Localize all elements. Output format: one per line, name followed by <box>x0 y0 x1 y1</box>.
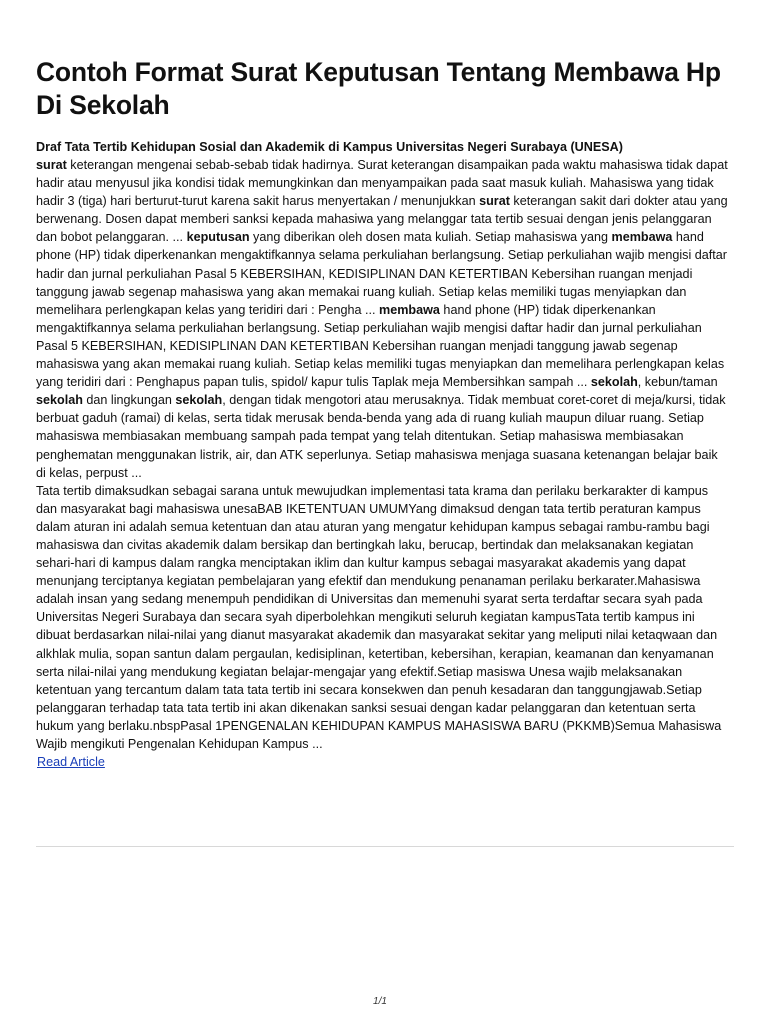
read-article-link[interactable]: Read Article <box>37 755 105 770</box>
highlighted-keyword: keputusan <box>186 230 250 245</box>
excerpt-text: hand phone (HP) tidak diperkenankan mengaktifkannya selama perkuliahan berlangsung. Setiap perkuliahan wajib mengisi daftar hadir dan jurnal perkuliahan Pasal 5 KEBERSIHAN, KEDISIPLINAN DAN KETERTIBAN Kebersihan ruangan menjadi tanggung jawab segenap mahasiswa yang akan memakai ruang kuliah. Setiap kelas memiliki tugas menyiapkan dan memelihara perlengkapan kelas yang teridiri dari : Penghapus papan tulis, spidol/ kapur tulis Taplak meja Membersihkan sampah ... <box>36 302 725 390</box>
highlighted-keyword: membawa <box>379 302 440 317</box>
divider <box>36 846 734 847</box>
excerpt-text: yang diberikan oleh dosen mata kuliah. Setiap mahasiswa yang <box>249 230 612 245</box>
highlighted-keyword: membawa <box>611 230 673 245</box>
article-body: Tata tertib dimaksudkan sebagai sarana untuk mewujudkan implementasi tata krama dan perilaku berkarakter di kampus dan masyarakat bagi mahasiswa unesaBAB IKETENTUAN UMUMYang dimaksud dengan tata tertib peraturan kampus dalam aturan ini adalah semua ketentuan dan atau aturan yang mengatur kehidupan kampus sebagai rambu-rambu bagi mahasiswa dan civitas akademik dalam bersikap dan bertingkah laku, berucap, bertindak dan melaksanakan kegiatan sehari-hari di kampus dalam rangka menciptakan iklim dan kultur kampus sebagai masyarakat akademis yang dapat menunjang terciptanya kegiatan pembelajaran yang efektif dan mendukung penanaman perilaku berkarater.Mahasiswa adalah insan yang sedang menempuh pendidikan di Universitas dan memenuhi syarat serta terdaftar secara syah pada Universitas Negeri Surabaya dan secara syah diperbolehkan mengikuti seluruh kegiatan kampusTata tertib kampus ini dibuat berdasarkan nilai-nilai yang dianut masyarakat akademik dan masyarakat sekitar yang meliputi nilai ketaqwaan dan alkhlak mulia, sopan santun dalam pergaulan, kedisiplinan, ketertiban, kebersihan, kerapian, keamanan dan kenyamanan serta nilai-nilai yang mendukung kegiatan belajar-mengajar yang efektif.Setiap masiswa Unesa wajib melaksanakan ketentuan yang tercantum dalam tata tata tertib ini secara konsekwen dan penuh kesadaran dan tanggungjawab.Setiap pelanggaran terhadap tata tata tertib ini akan dikenakan sanksi sesuai dengan kadar pelanggaran dan ketentuan serta hukum yang berlaku.nbspPasal 1PENGENALAN KEHIDUPAN KAMPUS MAHASISWA BARU (PKKMB)Semua Mahasiswa Wajib mengikuti Pengenalan Kehidupan Kampus ... <box>36 483 722 751</box>
highlighted-keyword: sekolah <box>590 375 638 390</box>
article-subheading: Draf Tata Tertib Kehidupan Sosial dan Akademik di Kampus Universitas Negeri Surabaya (UNESA) <box>36 140 623 154</box>
page-title: Contoh Format Surat Keputusan Tentang Membawa Hp Di Sekolah <box>36 57 721 120</box>
highlighted-keyword: sekolah <box>175 393 223 408</box>
excerpt-text: keterangan mengenai sebab-sebab tidak hadirnya. Surat keterangan disampaikan pada waktu mahasiswa tidak dapat hadir atau menyusul jika kondisi tidak memungkinkan dan menyampaikan pada saat masuk kuliah. Mahasiswa yang tidak hadir 3 (tiga) hari berturut-turut karena sakit harus menyertakan / menunjukkan <box>36 158 728 209</box>
highlighted-keyword: surat <box>479 194 510 209</box>
excerpt-text: keterangan sakit dari dokter atau yang berwenang. Dosen dapat memberi sanksi kepada mahasiwa yang melanggar tata tertib sesuai dengan jenis pelanggaran dan bobot pelanggaran. ... <box>36 194 728 245</box>
article-excerpt <box>36 156 728 482</box>
excerpt-text: hand phone (HP) tidak diperkenankan mengaktifkannya selama perkuliahan berlangsung. Setiap perkuliahan wajib mengisi daftar hadir dan jurnal perkuliahan Pasal 5 KEBERSIHAN, KEDISIPLINAN DAN KETERTIBAN Kebersihan ruangan menjadi tanggung jawab segenap mahasiswa yang akan memakai ruang kuliah. Setiap kelas memiliki tugas menyiapkan dan memelihara perlengkapan kelas yang teridiri dari : Pengha ... <box>36 230 727 317</box>
excerpt-text: dan lingkungan <box>82 393 176 408</box>
excerpt-text: , dengan tidak mengotori atau merusaknya. Tidak membuat coret-coret di meja/kursi, tidak berbuat gaduh (ramai) di kelas, serta tidak merusak benda-benda yang ada di ruang kuliah maupun diluar ruang. Setiap mahasiswa membiasakan membuang sampah pada tempat yang telah ditentukan. Setiap mahasiswa membiasakan penghematan menggunakan listrik, air, dan ATK seperlunya. Setiap mahasiswa menjaga suasana ketenangan belajar baik di kelas, perpust ... <box>36 393 726 480</box>
page-number: 1/1 <box>373 996 387 1007</box>
highlighted-keyword: surat <box>36 158 67 172</box>
document-page <box>36 56 736 771</box>
highlighted-keyword: sekolah <box>36 393 83 408</box>
excerpt-text: , kebun/taman <box>637 375 718 390</box>
